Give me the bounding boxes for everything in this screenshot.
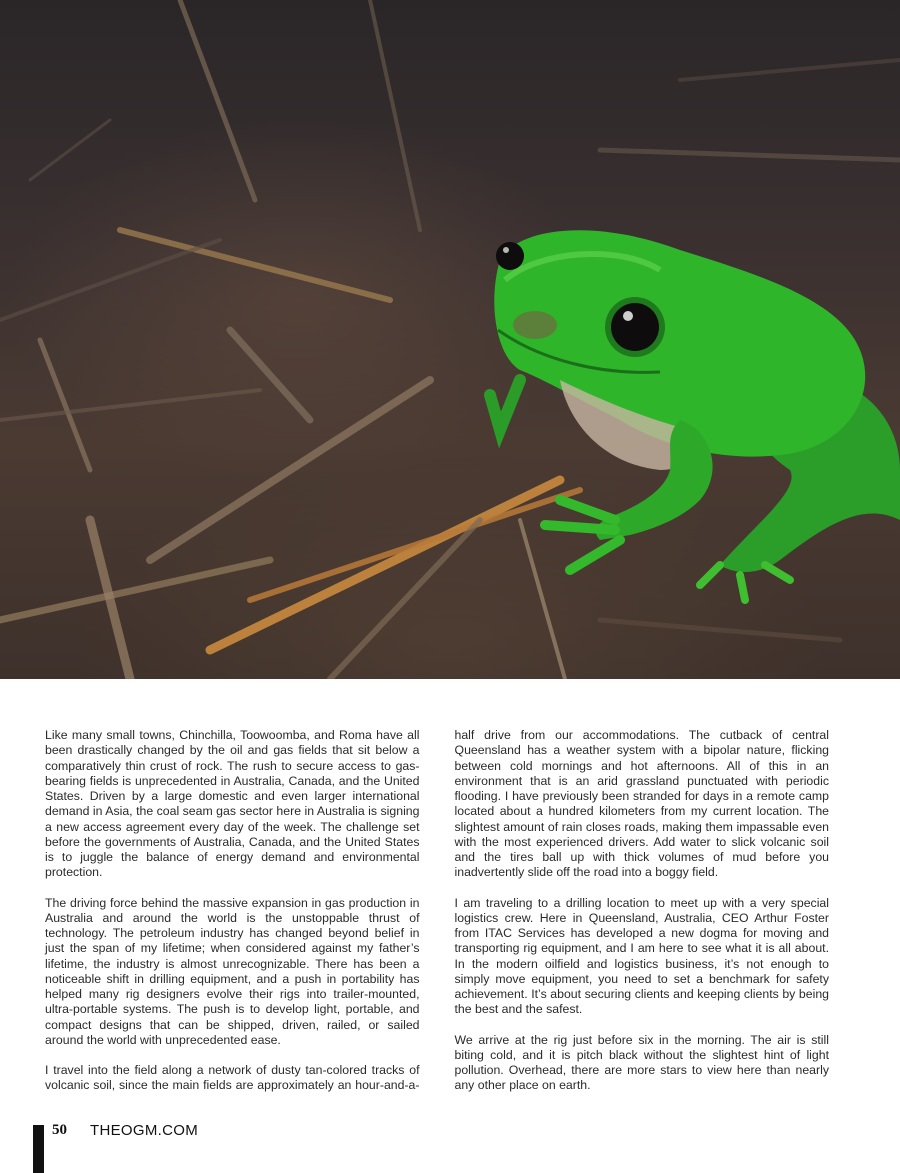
paragraph-2: The driving force behind the massive expansion in gas production in Australia and around the world is the unstoppable thrust of technology. The petroleum industry has changed beyond belief in just the span of my lifetime; when considered against my father’s lifetime, the industry is almost unrecognizable. There has been a noticeable shift in drilling equipment, and a push in portability has helped many rig designers evolve their rigs into trailer-mounted, ultra-portable systems. The push is to develop light, portable, and compact designs that can be shipped, driven, railed, or sailed around the world with unprecedented ease. — [45, 895, 420, 1047]
footer-bar — [33, 1125, 44, 1173]
article-body — [45, 728, 829, 1101]
site-url: THEOGM.COM — [90, 1122, 198, 1139]
paragraph-1: Like many small towns, Chinchilla, Toowoomba, and Roma have all been drastically changed by the oil and gas fields that sit below a comparatively thin crust of rock. The rush to secure access to gas-bearing fields is unprecedented in Australia, Canada, and the United States. Driven by a large domestic and even larger international demand in Asia, the coal seam gas sector here in Australia is signing a new access agreement every day of the week. The challenge set before the governments of Australia, Canada, and the United States is to juggle the balance of energy demand and environmental protection. — [45, 728, 420, 880]
page-number: 50 — [52, 1122, 67, 1138]
paragraph-3: I travel into the field along a network of dusty tan-colored tracks of volcanic soil, since the main fields are approximately an hour-and-a-half drive from our accommodations. The cutback of central Queensland has a weather system with a bipolar nature, flicking between cold mornings and hot afternoons. All of this in an environment that is an arid grassland punctuated with periodic flooding. I have previously been stranded for days in a remote camp located about a hundred kilometers from my current location. The slightest amount of rain closes roads, making them impassable even with the most experienced drivers. Add water to slick volcanic soil and the tires ball up with thick volumes of mud before you inadvertently slide off the road into a boggy field. — [45, 728, 829, 1093]
paragraph-4: I am traveling to a drilling location to meet up with a very special logistics crew. Here in Queensland, Australia, CEO Arthur Foster from ITAC Services has developed a new dogma for moving and transporting rig equipment, and I am here to see what it is all about. In the modern oilfield and logistics business, it’s not enough to simply move equipment, you need to set a benchmark for safety achievement. It’s about securing clients and keeping clients by being the best and the safest. — [454, 895, 829, 1017]
paragraph-5: We arrive at the rig just before six in the morning. The air is still biting cold, and it is pitch black without the slightest hint of light pollution. Overhead, there are more stars to view here than nearly any other place on earth. — [454, 1032, 829, 1093]
frog — [490, 230, 900, 600]
